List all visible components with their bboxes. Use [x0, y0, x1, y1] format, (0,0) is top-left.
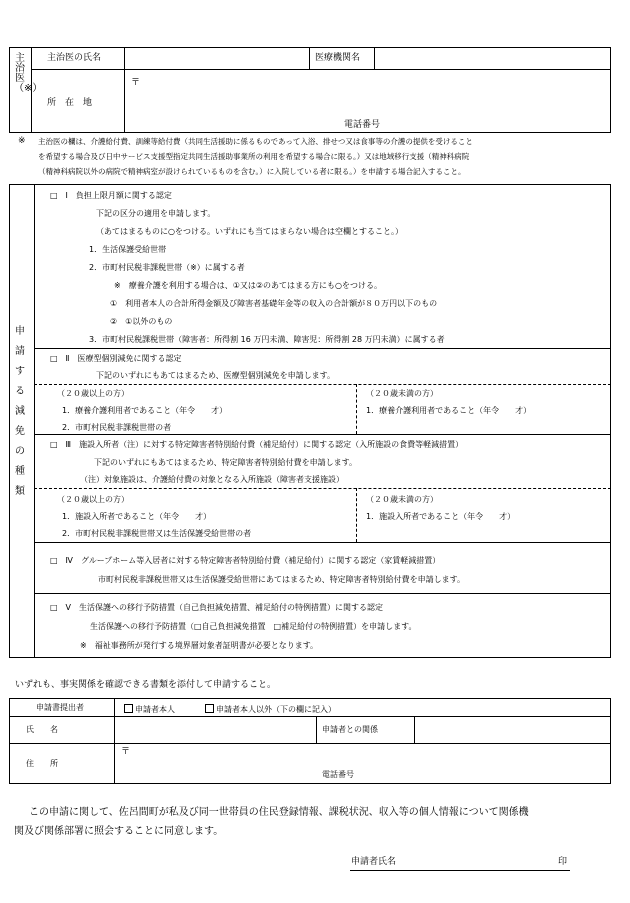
- physician-note-line: を希望する場合及び日中サービス支援型指定共同生活援助事業所の利用を希望する場合に限る。）又は地域移行支援（精神科病院: [38, 152, 470, 161]
- section4-line: 市町村民税非課税世帯又は生活保護受給世帯にあてはまるため、特定障害者特別給付費を申請します。: [98, 575, 466, 584]
- section5-line[interactable]: 生活保護への移行予防措置（□自己負担減免措置 □補足給付の特例措置）を申請します。: [90, 622, 417, 631]
- physician-postal-mark: 〒: [131, 78, 141, 88]
- section2-title[interactable]: □ Ⅱ 医療型個別減免に関する認定: [50, 354, 182, 363]
- section2-left-option[interactable]: 2．市町村民税非課税世帯の者: [62, 423, 172, 432]
- submitter-name-field[interactable]: [116, 718, 314, 741]
- section1-option[interactable]: ① 利用者本人の合計所得金額及び障害者基礎年金等の収入の合計額が８０万円以下のもの: [110, 299, 438, 308]
- physician-note-mark: ※: [18, 136, 26, 146]
- section5-title[interactable]: □ Ⅴ 生活保護への移行予防措置（自己負担減免措置、補足給付の特例措置）に関する認定: [50, 603, 384, 612]
- section1-option[interactable]: 1．生活保護受給世帯: [89, 245, 167, 254]
- physician-name-label: 主治医の氏名: [47, 53, 102, 63]
- checkbox-icon[interactable]: [124, 704, 133, 713]
- checkbox-icon[interactable]: [205, 704, 214, 713]
- relation-field[interactable]: [416, 718, 609, 741]
- section1-title[interactable]: □ Ⅰ 負担上限月額に関する認定: [50, 191, 172, 200]
- section1-option[interactable]: 3．市町村民税課税世帯（障害者：所得割 16 万円未満、障害児：所得割 28 万円未満）に属する者: [89, 335, 445, 344]
- reduction-side-label: 申請する減免の種類: [15, 326, 25, 497]
- submitter-name-label: 氏 名: [26, 725, 58, 734]
- physician-address-field[interactable]: [126, 71, 609, 111]
- relation-label: 申請者との関係: [322, 725, 378, 734]
- section3-right-option[interactable]: 1．施設入所者であること（年令 才）: [366, 512, 516, 521]
- physician-address-label: 所 在 地: [47, 98, 93, 108]
- submitter-postal-mark: 〒: [121, 747, 131, 757]
- section3-left-option[interactable]: 1．施設入所者であること（年令 才）: [62, 512, 212, 521]
- submitter-address-field[interactable]: [116, 745, 609, 765]
- section1-line: 下記の区分の適用を申請します。: [96, 209, 216, 218]
- physician-name-field[interactable]: [126, 49, 307, 67]
- section2-line: 下記のいずれにもあてはまるため、医療型個別減免を申請します。: [96, 371, 336, 380]
- section1-option[interactable]: ② ①以外のもの: [110, 317, 173, 326]
- institution-label: 医療機関名: [315, 53, 361, 63]
- physician-phone-field[interactable]: [390, 116, 608, 131]
- physician-note-line: （精神科病院以外の病院で精神病室が設けられているものを含む。）に入院している者に限る。）を申請する場合記入すること。: [38, 167, 466, 176]
- section2-left-head: （２０歳以上の方）: [57, 389, 129, 398]
- section2-right-head: （２０歳未満の方）: [366, 389, 438, 398]
- section3-left-option[interactable]: 2．市町村民税非課税世帯又は生活保護受給世帯の者: [62, 529, 252, 538]
- section2-right-option[interactable]: 1．療養介護利用者であること（年令 才）: [366, 406, 532, 415]
- submitter-option-self[interactable]: 申請者本人: [124, 704, 175, 714]
- physician-note-line: 主治医の欄は、介護給付費、訓練等給付費（共同生活援助に係るものであって入浴、排せつ又は食事等の介護の提供を受けること: [38, 137, 473, 146]
- submitter-address-label: 住 所: [26, 759, 58, 768]
- physician-phone-label: 電話番号: [344, 120, 381, 130]
- institution-field[interactable]: [376, 49, 609, 67]
- section5-note: ※ 福祉事務所が発行する境界層対象者証明書が必要となります。: [80, 641, 319, 650]
- submitter-option-other[interactable]: 申請者本人以外（下の欄に記入）: [205, 704, 336, 714]
- section3-note: （注）対象施設は、介護給付費の対象となる入所施設（障害者支援施設）: [80, 475, 344, 484]
- submitter-phone-field[interactable]: [368, 767, 608, 782]
- section3-title[interactable]: □ Ⅲ 施設入所者（注）に対する特定障害者特別給付費（補足給付）に関する認定（入所施設の食費等軽減措置）: [50, 440, 464, 449]
- physician-side-label: 主治医（※）: [14, 53, 43, 94]
- section1-option[interactable]: 2．市町村民税非課税世帯（※）に属する者: [89, 263, 245, 272]
- consent-text: この申請に関して、佐呂間町が私及び同一世帯員の住民登録情報、課税状況、収入等の個人情報について関係機: [29, 807, 529, 818]
- section3-line: 下記のいずれにもあてはまるため、特定障害者特別給付費を申請します。: [94, 458, 358, 467]
- section1-line: （あてはまるものに○をつける。いずれにも当てはまらない場合は空欄とすること。）: [96, 227, 403, 236]
- consent-text: 関及び関係部署に照会することに同意します。: [14, 826, 224, 837]
- seal-mark: 印: [558, 857, 568, 867]
- submitter-label: 申請書提出者: [36, 703, 84, 712]
- documents-note: いずれも、事実関係を確認できる書類を添付して申請すること。: [15, 680, 277, 690]
- applicant-name-label: 申請者氏名: [351, 857, 397, 867]
- section3-right-head: （２０歳未満の方）: [366, 495, 438, 504]
- section2-left-option[interactable]: 1．療養介護利用者であること（年令 才）: [62, 406, 228, 415]
- submitter-phone-label: 電話番号: [322, 770, 354, 779]
- section4-title[interactable]: □ Ⅳ グループホーム等入居者に対する特定障害者特別給付費（補足給付）に関する認定（家賃軽減措置）: [50, 556, 441, 565]
- reduction-table: [9, 184, 611, 658]
- section3-left-head: （２０歳以上の方）: [57, 495, 129, 504]
- section1-line: ※ 療養介護を利用する場合は、①又は②のあてはまる方にも○をつける。: [114, 281, 383, 290]
